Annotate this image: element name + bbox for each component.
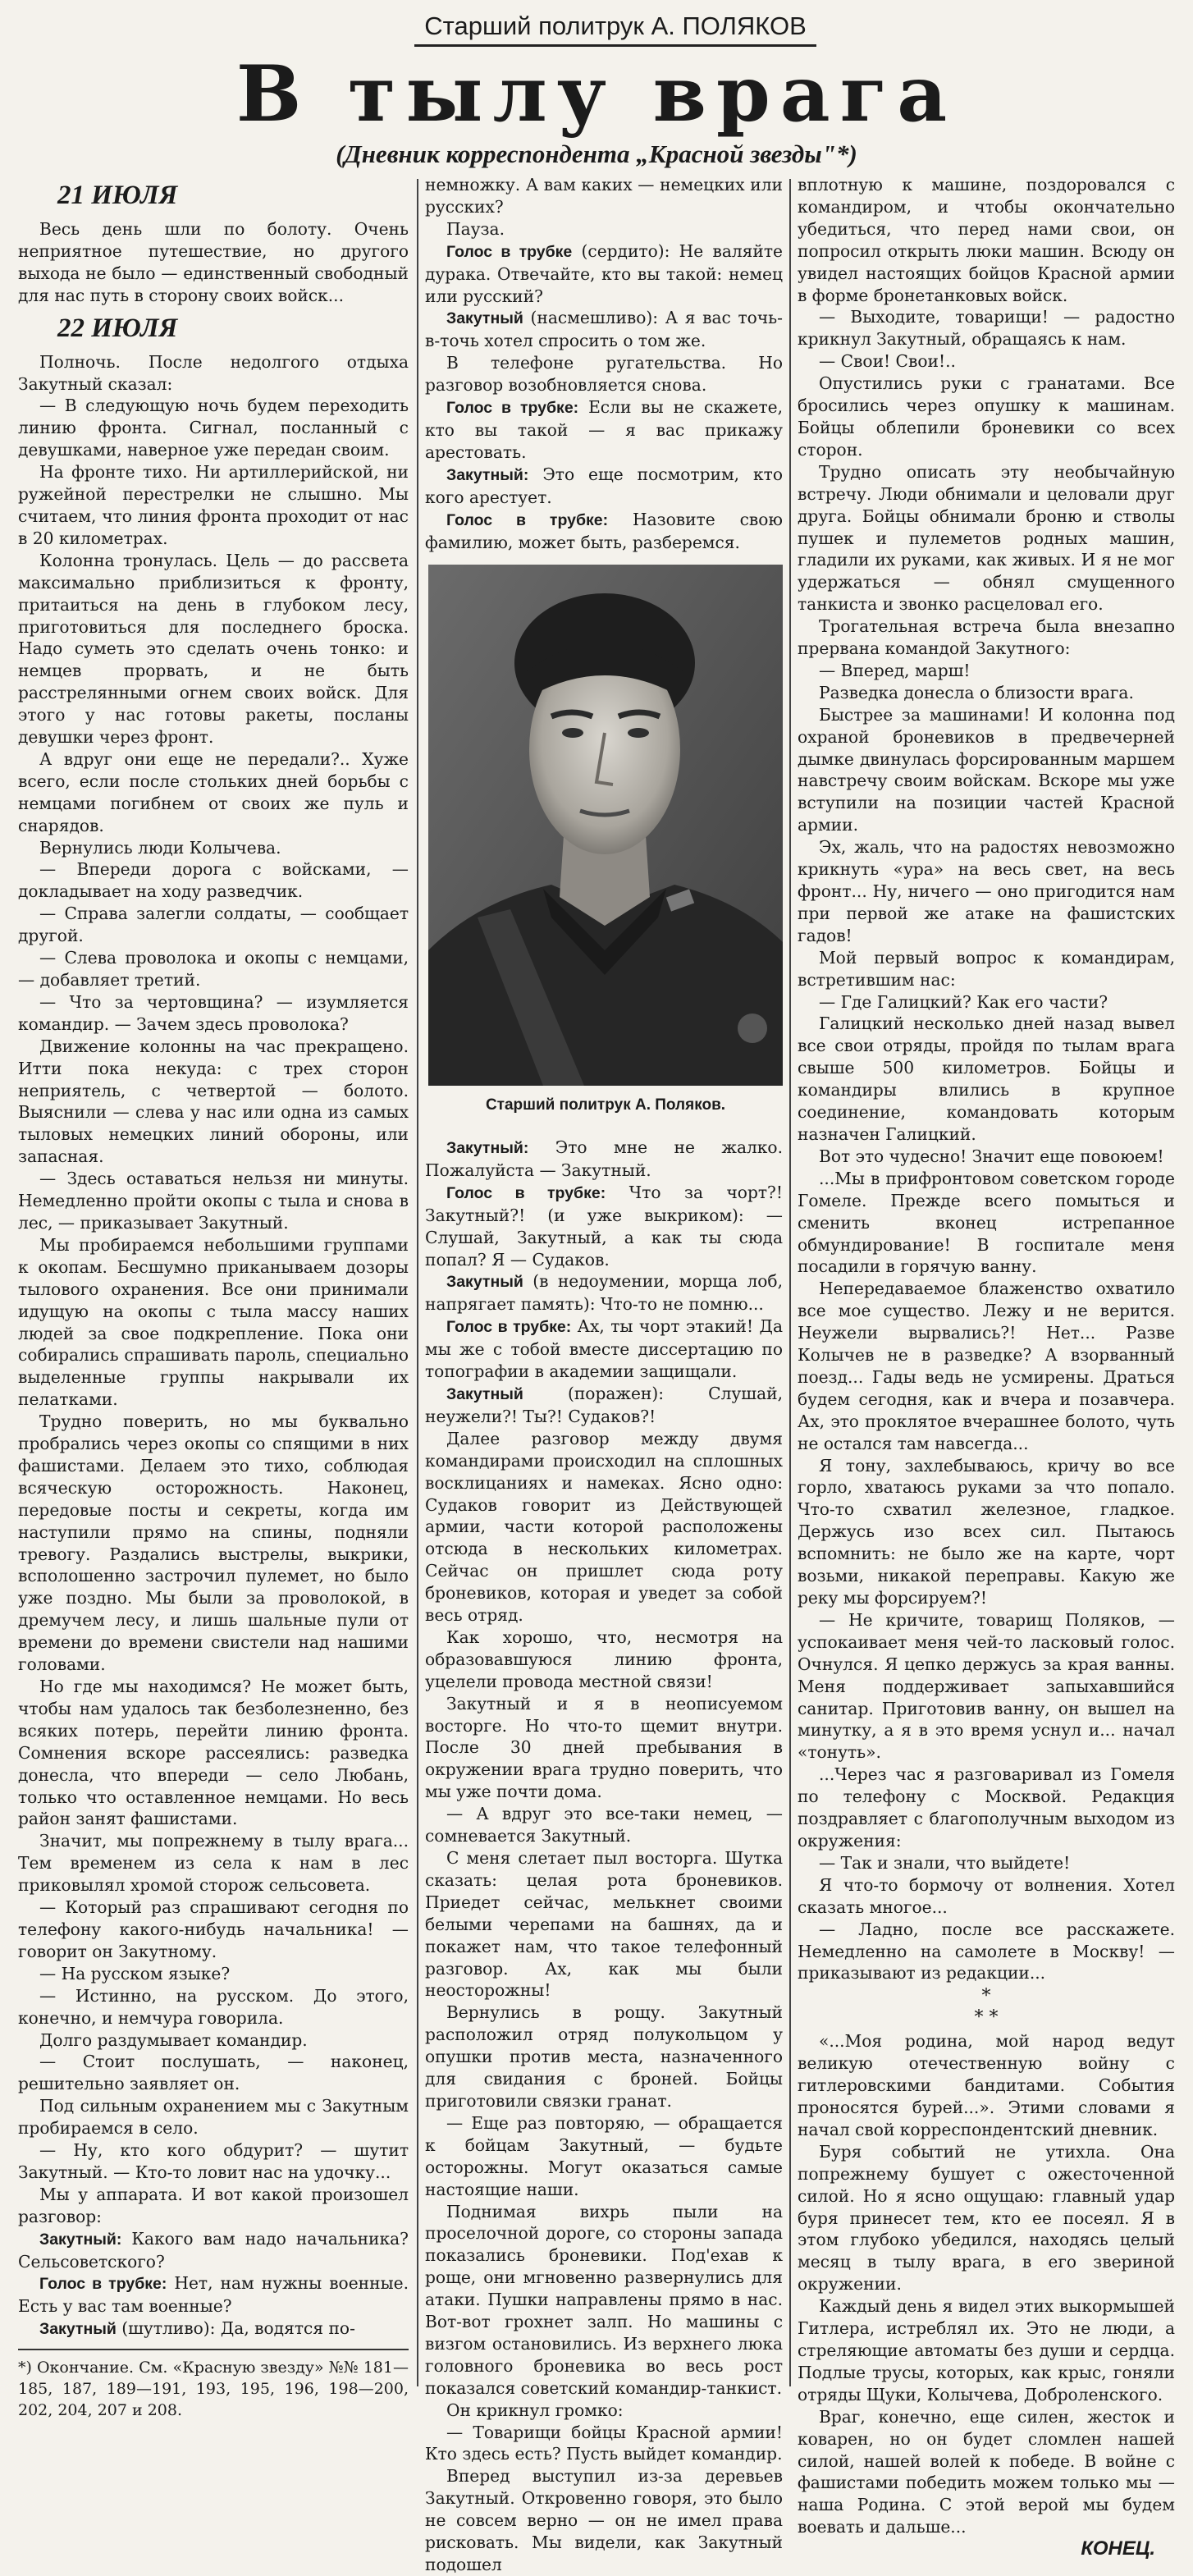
date-heading: 21 ИЮЛЯ (57, 181, 178, 210)
paragraph: Он крикнул громко: (446, 2400, 624, 2420)
paragraph: — Впереди дорога с войсками, — докладывает на ходу разведчик. (18, 859, 409, 902)
speaker-label: Закутный (446, 1273, 523, 1292)
paragraph: Я тону, захлебываюсь, кричу во все горло, хватаюсь руками за что попало. Что-то схватил железное, гладкое. Держусь изо всех сил. Пытаюсь вспомнить: не было же на карте, чорт возьми, никакой переправы. Какую же реку мы форсируем?! (798, 1455, 1175, 1608)
column-rule-1 (417, 179, 418, 2386)
paragraph: Значит, мы попрежнему в тылу врага... Тем временем из села к нам в лес приковылял хромой сторож сельсовета. (18, 1831, 409, 1896)
dialogue-text: (насмешливо): А я вас точь-в-точь хотел спросить о том же. (425, 308, 783, 351)
paragraph: Далее разговор между двумя командирами происходил на сплошных восклицаниях и намеках. Ясно одно: Судаков говорит из Действующей армии, части которой расположены отсюда в нескольких километрах. Сейчас он пришлет сюда роту броневиков, которая и уведет за собой весь отряд. (425, 1428, 783, 1626)
paragraph: «...Моя родина, мой народ ведут великую отечественную войну с гитлеровскими бандитами. События проносятся бурей...». Этими словами я начал свой корреспондентский дневник. (798, 2031, 1175, 2139)
paragraph: Но где мы находимся? Не может быть, чтобы нам удалось так безболезненно, без всяких потерь, перейти линию фронта. Сомнения вскоре рассеялись: разведка донесла, что впереди — село Любань, только что оставленное немцами. Но весь район занят фашистами. (18, 1677, 409, 1829)
speaker-label: Закутный (39, 2320, 117, 2339)
speaker-label: Голос в трубке: (446, 1183, 606, 1202)
paragraph: Разведка донесла о близости врага. (819, 682, 1134, 702)
paragraph: Каждый день я видел этих выкормышей Гитлера, истреблял их. Это не люди, а стреляющие автоматы без души и сердца. Подлые трусы, которых, как крыс, гоняли отряды Щуки, Колычева, Доброленского. (798, 2296, 1175, 2404)
paragraph: Трудно поверить, но мы буквально пробрались через окопы со спящими в них фашистами. Делаем это тихо, соблюдая всяческую осторожность. Наконец, передовые посты и секреты, когда им наступили прямо на спины, подняли тревогу. Раздались выстрелы, выкрики, всполошенно застрочил пулемет, но было уже поздно. Мы были за проволокой, в дремучем лесу, и лишь шальные пули от времени до времени свистели над нашими головами. (18, 1412, 409, 1675)
dialogue-text: (шутливо): Да, водятся по- (116, 2318, 355, 2339)
paragraph: — Истинно, на русском. До этого, конечно, и немчура говорила. (18, 1985, 409, 2028)
paragraph: Вернулись в рощу. Закутный расположил отряд полукольцом у опушки против места, назначенного для свидания с броней. Бойцы приготовили связки гранат. (425, 2002, 783, 2111)
paragraph: Вперед выступил из-за деревьев Закутный. Откровенно говоря, это было не совсем верно — он не имел права рисковать. Мы видели, как Закутный подошел (425, 2466, 783, 2574)
paragraph: Вернулись люди Колычева. (39, 837, 281, 858)
byline: Старший политрук А. ПОЛЯКОВ (414, 8, 816, 47)
column-2-bottom (425, 1137, 784, 2574)
dialogue-line (425, 1383, 783, 1428)
paragraph: — А вдруг это все-таки немец, — сомневается Закутный. (425, 1804, 783, 1846)
dialogue-line (425, 509, 783, 554)
paragraph: — Так и знали, что выйдете! (819, 1852, 1071, 1873)
dialogue-line (425, 1315, 783, 1383)
paragraph: — Который раз спрашивают сегодня по телефону какого-нибудь начальника! — говорит он Закутному. (18, 1897, 409, 1961)
paragraph: Закутный и я в неописуемом восторге. Но что-то щемит внутри. После 30 дней пребывания в окружении врага трудно поверить, что мы уже почти дома. (425, 1693, 783, 1802)
paragraph: С меня слетает пыл восторга. Шутка сказать: целая рота броневиков. Приедет сейчас, мелькнет своими белыми черепами на башнях, да и покажет нам, что такое телефонный разговор. Ах, как мы были неосторожны! (425, 1848, 783, 2001)
paragraph: А вдруг они еще не передали?.. Хуже всего, если после стольких дней борьбы с немцами погибнем от своих же пуль и снарядов. (18, 748, 409, 835)
dialogue-text: Что за чорт?! Закутный?! (и уже выкриком): — Слушай, Закутный, а как ты сюда попал? Я — Судаков. (425, 1182, 783, 1270)
dialogue-text: (в недоумении, морща лоб, напрягает память): Что-то не помню... (425, 1271, 783, 1315)
column-1 (18, 174, 409, 2420)
dialogue-text: Если вы не скажете, кто вы такой — я вас прикажу арестовать. (425, 397, 783, 462)
paragraph: немножку. А вам каких — немецких или русских? (425, 175, 783, 217)
paragraph: — Здесь оставаться нельзя ни минуты. Немедленно пройти окопы с тыла и снова в лес, — приказывает Закутный. (18, 1169, 409, 1233)
paragraph: — Ладно, после все расскажете. Немедленно на самолете в Москву! — приказывают из редакции... (798, 1919, 1175, 1983)
paragraph: ...Мы в прифронтовом советском городе Гомеле. Прежде всего помыться и сменить вконец истрепанное обмундирование! В госпитале меня посадили в горячую ванну. (798, 1168, 1175, 1277)
portrait-image (428, 565, 783, 1086)
paragraph: Мой первый вопрос к командирам, встретившим нас: (798, 947, 1175, 990)
paragraph: — В следующую ночь будем переходить линию фронта. Сигнал, посланный с девушками, наверное уже передан своим. (18, 396, 409, 460)
paragraph: Буря событий не утихла. Она попрежнему бушует с ожесточенной силой. Но я ясно ощущаю: главный удар буря принесет тем, кто ее посеял. Я в этом глубоко убедился, находясь целый месяц в тылу врага, в его звериной окружении. (798, 2141, 1175, 2295)
column-rule-2 (789, 179, 791, 2386)
paragraph: ...Через час я разговаривал из Гомеля по телефону с Москвой. Редакция поздравляет с благополучным выходом из окружения: (798, 1764, 1175, 1851)
paragraph: На фронте тихо. Ни артиллерийской, ни ружейной перестрелки не слышно. Мы считаем, что линия фронта проходит от нас в 20 километрах. (18, 462, 409, 548)
dialogue-line (425, 396, 783, 464)
dialogue-text: Какого вам надо начальника? Сельсоветского? (18, 2228, 409, 2272)
speaker-label: Закутный (446, 309, 523, 328)
speaker-label: Закутный: (39, 2230, 122, 2249)
paragraph: Вот это чудесно! Значит еще повоюем! (819, 1146, 1164, 1166)
paragraph: Непередаваемое блаженство охватило все мое существо. Лежу и не верится. Неужели вырвались?! Нет... Разве Колычев не в разведке? А взорванный поезд... Гады ведь не усмирены. Драться будем сегодня, как и вчера и позавчера. Ах, это проклятое вчерашнее болото, чуть не остался там навсегда... (798, 1279, 1175, 1453)
paragraph: Как хорошо, что, несмотря на образовавшуюся линию фронта, уцелели провода местной связи! (425, 1627, 783, 1691)
paragraph: — Свои! Свои!.. (819, 351, 956, 372)
paragraph: Трогательная встреча была внезапно прервана командой Закутного: (798, 616, 1175, 659)
footnote: *) Окончание. См. «Красную звезду» №№ 181—185, 187, 189—191, 193, 195, 196, 198—200, 202, 204, 207 и 208. (18, 2349, 409, 2421)
article-subtitle: (Дневник корреспондента „Красной звезды"*) (336, 140, 857, 168)
paragraph: — На русском языке? (39, 1963, 231, 1983)
column-3 (798, 174, 1175, 2560)
paragraph: Мы у аппарата. И вот какой произошел разговор: (18, 2184, 409, 2226)
dialogue-text: Это мне не жалко. Пожалуйста — Закутный. (425, 1137, 783, 1180)
speaker-label: Закутный: (446, 465, 529, 484)
paragraph: — Что за чертовщина? — изумляется командир. — Зачем здесь проволока? (18, 991, 409, 1034)
paragraph: Полночь. После недолгого отдыха Закутный сказал: (18, 351, 409, 394)
dialogue-line (425, 307, 783, 352)
dialogue-text: (сердито): Не валяйте дурака. Отвечайте, кто вы такой: немец или русский? (425, 240, 783, 306)
dialogue-text: Назовите свою фамилию, может быть, разберемся. (425, 509, 783, 552)
speaker-label: Закутный (446, 1384, 523, 1403)
dialogue-line (425, 1270, 783, 1315)
paragraph: Трудно описать эту необычайную встречу. Люди обнимали и целовали друг друга. Бойцы обнимали броню и стволы пушек и пулеметов родных машин, гладили их руками, как живых. И я не мог удержаться — обнял смущенного танкиста и звонко расцеловал его. (798, 461, 1175, 615)
paragraph: — Ну, кто кого обдурит? — шутит Закутный. — Кто-то ловит нас на удочку... (18, 2140, 409, 2182)
paragraph: — Не кричите, товарищ Поляков, — успокаивает меня чей-то ласковый голос. Очнулся. Я цепко держусь за края ванны. Меня поддерживает запыхавшийся санитар. Приготовив ванну, он вышел на минутку, а я в это время уснул и... начал «тонуть». (798, 1609, 1175, 1763)
paragraph: — Товарищи бойцы Красной армии! Кто здесь есть? Пусть выйдет командир. (425, 2422, 783, 2464)
dialogue-line (425, 1137, 783, 1182)
paragraph: Поднимая вихрь пыли на проселочной дороге, со стороны запада показались броневики. Под'ехав к роще, они мгновенно развернулись для атаки. Пушки направлены прямо в нас. Вот-вот грохнет залп. Но машины с визгом остановились. Из верхнего люка головного броневика во весь рост показался советский командир-танкист. (425, 2201, 783, 2398)
paragraph: — Слева проволока и окопы с немцами, — добавляет третий. (18, 948, 409, 990)
photo-caption: Старший политрук А. Поляков. (485, 1096, 726, 1114)
paragraph: Под сильным охранением мы с Закутным пробираемся в село. (18, 2096, 409, 2139)
dialogue-line (18, 2272, 409, 2317)
paragraph: — Еще раз повторяю, — обращается к бойцам Закутный, — будьте осторожны. Могут оказаться самые настоящие наши. (425, 2112, 783, 2199)
paragraph: Колонна тронулась. Цель — до рассвета максимально приблизиться к фронту, притаиться на день в глубоком лесу, приготовиться для последнего броска. Надо суметь это сделать очень тонко: и немцев прорвать, и не быть расстрелянными огнем своих войск. Для этого у нас готовы ракеты, посланы девушки через фронт. (18, 550, 409, 748)
speaker-label: Закутный: (446, 1139, 529, 1157)
paragraph: Галицкий несколько дней назад вывел все свои отряды, пройдя по тылам врага свыше 500 километров. Бойцы и командиры влились в крупное соединение, командовать которым назначен Галицкий. (798, 1013, 1175, 1144)
dialogue-line (425, 1182, 783, 1271)
paragraph: Враг, конечно, еще силен, жесток и коварен, но он будет сломлен нашей силой, нашей волей к победе. В войне с фашистами победить можем только мы — наша Родина. С этой верой мы будем воевать и дальше... (798, 2406, 1175, 2537)
paragraph: В телефоне ругательства. Но разговор возобновляется снова. (425, 353, 783, 396)
dialogue-text: Ах, ты чорт этакий! Да мы же с тобой вместе диссертацию по топографии в академии защищали. (425, 1316, 784, 1382)
speaker-label: Голос в трубке: (446, 399, 579, 418)
dialogue-line (425, 240, 783, 308)
speaker-label: Голос в трубке: (39, 2275, 167, 2294)
paragraph: — Где Галицкий? Как его части? (819, 991, 1108, 1012)
dialogue-line (425, 464, 783, 509)
speaker-label: Голос в трубке (446, 242, 573, 261)
end-mark: КОНЕЦ. (1081, 2537, 1155, 2560)
article-title: В тылу врага (235, 49, 958, 140)
paragraph: — Вперед, марш! (819, 660, 971, 680)
speaker-label: Голос в трубке: (446, 510, 609, 529)
paragraph: Движение колонны на час прекращено. Итти пока некуда: с трех сторон неприятель, с четвертой — болото. Выяснили — слева у нас или одна из самых тыловых немецких линий обороны, или запасная. (18, 1036, 409, 1167)
dialogue-text: Это еще посмотрим, кто кого арестует. (425, 464, 783, 507)
paragraph: Я что-то бормочу от волнения. Хотел сказать многое... (798, 1874, 1175, 1917)
paragraph: Мы пробираемся небольшими группами к окопам. Бесшумно приканываем дозоры тылового охранения. Все они принимали идущую на окопы с тыла массу наших людей за свое подкрепление. Пока они собирались спрашивать пароль, специально выделенные группы накрывали их пелатками. (18, 1234, 409, 1410)
portrait-photo (428, 565, 783, 1086)
dialogue-text: Нет, нам нужны военные. Есть у вас там военные? (18, 2273, 409, 2317)
column-2-top (425, 174, 783, 560)
dialogue-line (18, 2317, 409, 2340)
paragraph: Эх, жаль, что на радостях невозможно крикнуть «ура» на весь свет, на весь фронт... Ну, ничего — оно пригодится нам при первой же атаке на фашистских гадов! (798, 837, 1175, 945)
paragraph: Быстрее за машинами! И колонна под охраной броневиков в предвечерней дымке двинулась форсированным маршем навстречу своим войскам. Вскоре мы уже вступили на позиции частей Красной армии. (798, 704, 1175, 835)
paragraph: Долго раздумывает командир. (39, 2029, 308, 2050)
paragraph: — Стоит послушать, — наконец, решительно заявляет он. (18, 2052, 409, 2094)
paragraph: Пауза. (446, 218, 505, 239)
paragraph: Опустились руки с гранатами. Все бросились через опушку к машинам. Бойцы облепили броневики со всех сторон. (798, 373, 1175, 460)
speaker-label: Голос в трубке: (446, 1318, 572, 1337)
paragraph: вплотную к машине, поздоровался с командиром, и чтобы окончательно убедиться, что перед нами свои, он попросил открыть люки машин. Всюду он увидел настоящих бойцов Красной армии в форме бронетанковых войск. (798, 175, 1175, 305)
paragraph: Весь день шли по болоту. Очень неприятное путешествие, но другого выхода не было — единственный свободный для нас путь в сторону своих войск... (18, 219, 409, 305)
paragraph: — Выходите, товарищи! — радостно крикнул Закутный, обращаясь к нам. (798, 307, 1175, 350)
paragraph: — Справа залегли солдаты, — сообщает другой. (18, 904, 409, 946)
dialogue-text: (поражен): Слушай, неужели?! Ты?! Судаков?! (425, 1383, 783, 1426)
section-divider-stars: * * * (974, 1986, 999, 2029)
portrait-figure (428, 565, 783, 1132)
dialogue-line (18, 2228, 409, 2273)
date-heading: 22 ИЮЛЯ (57, 313, 178, 343)
